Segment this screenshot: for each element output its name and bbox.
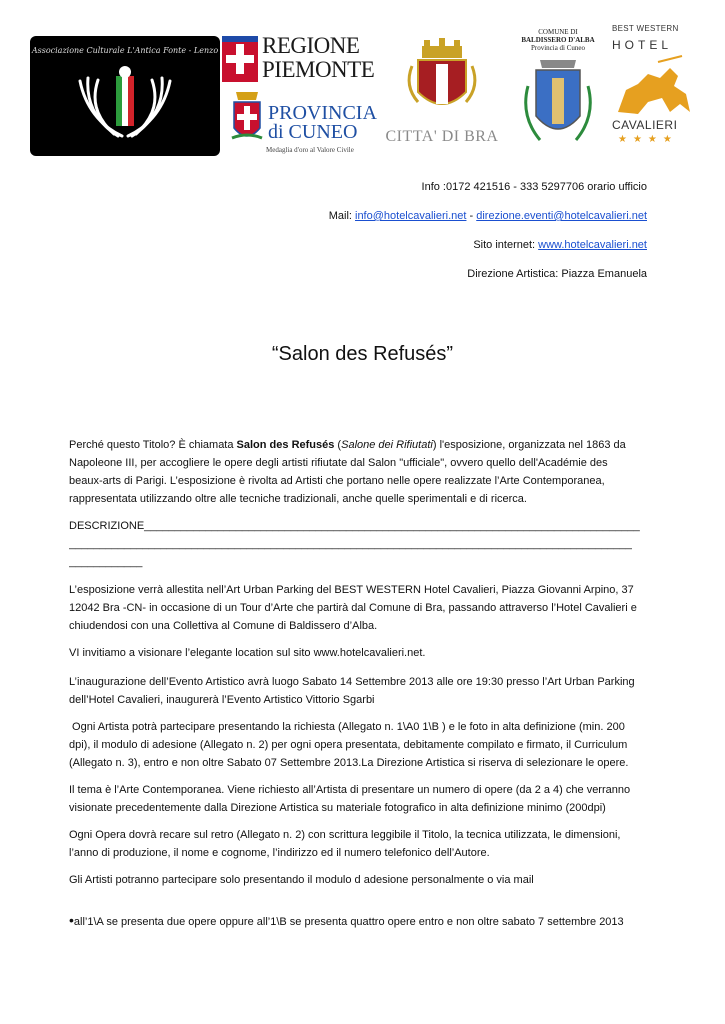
intro-text: Perché questo Titolo? È chiamata	[69, 439, 237, 451]
inaugurazione-line-2: dell’Hotel Cavalieri, inaugurerà l’Evento Artistico Vittorio Sgarbi	[69, 694, 375, 706]
paragraph-location	[69, 581, 649, 635]
regione-shield-icon	[222, 36, 258, 82]
paragraph-inaugurazione	[69, 673, 649, 709]
knight-horse-icon	[608, 54, 700, 120]
contact-mail	[329, 210, 647, 222]
intro-paren-open: (	[334, 439, 342, 451]
hotel-logo-brand: BEST WESTERN	[612, 24, 679, 33]
intro-text-cont: ) l'esposizione, organizzata nel 1863 da	[432, 439, 626, 451]
site-label: Sito internet:	[473, 239, 539, 251]
location-line-3: chiudendosi con una Collettiva al Comune di Baldissero d’Alba.	[69, 620, 378, 632]
mail-link-info[interactable]: info@hotelcavalieri.net	[355, 210, 467, 222]
intro-italic-title: Salone dei Rifiutati	[341, 439, 433, 451]
provincia-logo-text	[268, 104, 377, 142]
provincia-logo-line2: di CUNEO	[268, 121, 358, 143]
citta-di-bra-logo	[378, 36, 506, 146]
descrizione-line-2: ____________________________________________________________________________________________	[69, 538, 632, 550]
partecipazione-line-3: (Allegato n. 3), entro e non oltre Sabato 07 Settembre 2013.La Direzione Artistica si riserva di selezionare le opere.	[69, 757, 629, 769]
descrizione-field	[69, 517, 649, 571]
intro-line-2: Napoleone III, per accogliere le opere degli artisti rifiutate dal Salon "ufficiale", ovvero quello dell'Académie des	[69, 457, 608, 469]
partecipazione-line-2: dpi), il modulo di adesione (Allegato n. 2) per ogni opera presentata, debitamente compilato e firmato, il Curriculum	[69, 739, 628, 751]
bra-logo-text: CITTA' DI BRA	[385, 128, 499, 145]
paragraph-allegato	[69, 911, 649, 931]
contact-direzione: Direzione Artistica: Piazza Emanuela	[467, 268, 647, 280]
intro-paragraph	[69, 436, 649, 508]
hotel-logo-hotel: HOTEL	[612, 38, 673, 52]
regione-logo-line2: PIEMONTE	[262, 57, 375, 82]
descrizione-line-3: ____________	[69, 556, 143, 568]
intro-line-1	[69, 436, 649, 454]
baldissero-shield-icon	[510, 56, 606, 156]
provincia-logo-line1: PROVINCIA	[268, 102, 377, 124]
paragraph-modulo	[69, 871, 649, 889]
associazione-logo-text: Associazione Culturale L'Antica Fonte - Lenzo	[31, 46, 219, 55]
regione-piemonte-logo	[222, 33, 375, 86]
baldissero-logo-line2: BALDISSERO D'ALBA	[521, 36, 595, 44]
paragraph-partecipazione	[69, 718, 649, 772]
partecipazione-line-1: Ogni Artista potrà partecipare presentando la richiesta (Allegato n. 1\A0 1\B ) e le foto in alta definizione (min. 200	[69, 721, 625, 733]
logo-strip	[30, 14, 700, 164]
allegato-line	[69, 911, 649, 931]
modulo-line: Gli Artisti potranno partecipare solo presentando il modulo d adesione personalmente o via mail	[69, 874, 534, 886]
mail-label: Mail:	[328, 210, 355, 222]
comune-baldissero-logo	[510, 28, 606, 154]
paragraph-tema	[69, 781, 649, 817]
regione-logo-line1: REGIONE	[262, 33, 360, 58]
location-line-2: 12042 Bra -CN- in occasione di un Tour d’Arte che partirà dal Comune di Bra, passando attraverso l’Hotel Cavalieri e	[69, 602, 637, 614]
bullet-icon: •	[69, 912, 74, 928]
retro-line-1: Ogni Opera dovrà recare sul retro (Allegato n. 2) con scrittura leggibile il Titolo, la tecnica utilizzata, le dimensioni,	[69, 829, 621, 841]
best-western-hotel-cavalieri-logo	[608, 14, 700, 164]
retro-line-2: l’anno di produzione, il nome e cognome, l’indirizzo ed il numero telefonico dell’Autore.	[69, 847, 490, 859]
tema-line-1: Il tema è l’Arte Contemporanea. Viene richiesto all’Artista di presentare un numero di opere (da 2 a 4) che verranno	[69, 784, 631, 796]
descrizione-line-1: DESCRIZIONE_________________________________________________________________________________	[69, 520, 640, 532]
provincia-logo-motto: Medaglia d'oro al Valore Civile	[266, 146, 354, 154]
baldissero-logo-line3: Provincia di Cuneo	[530, 44, 586, 52]
mail-separator: -	[466, 210, 477, 222]
bra-coat-of-arms-icon	[378, 36, 506, 126]
location-line-1: L’esposizione verrà allestita nell’Art Urban Parking del BEST WESTERN Hotel Cavalieri, Piazza Giovanni Arpino, 37	[69, 584, 634, 596]
invito-line: VI invitiamo a visionare l’elegante location sul sito www.hotelcavalieri.net.	[69, 647, 426, 659]
hotel-stars-icon: ★★★★	[618, 134, 678, 145]
associazione-logo	[30, 36, 220, 156]
regione-logo-text	[262, 34, 374, 82]
inaugurazione-line-1: L’inaugurazione dell’Evento Artistico avrà luogo Sabato 14 Settembre 2013 alle ore 19:30 presso l’Art Urban Parking	[69, 676, 635, 688]
baldissero-logo-line1: COMUNE DI	[538, 28, 578, 36]
page-title: “Salon des Refusés”	[271, 343, 454, 365]
allegato-text: all’1\A se presenta due opere oppure all’1\B se presenta quattro opere entro e non oltre sabato 7 settembre 2013	[73, 916, 624, 928]
tema-line-2: visionate precedentemente dalla Direzione Artistica su materiale fotografico in alta definizione minimo (200dpi)	[69, 802, 606, 814]
intro-line-4: rappresentata utilizzando oltre alle tecniche tradizionali, anche quelle sperimentali e di ricerca.	[69, 493, 527, 505]
mail-link-direzione[interactable]: direzione.eventi@hotelcavalieri.net	[476, 210, 647, 222]
provincia-shield-icon	[230, 88, 264, 146]
baldissero-logo-text	[510, 28, 606, 52]
intro-line-3: beaux-arts di Parigi. L’esposizione è rivolta ad Artisti che portano nelle opere realizzate l’Arte Contemporanea,	[69, 475, 605, 487]
phoenix-icon	[30, 36, 220, 156]
site-link[interactable]: www.hotelcavalieri.net	[538, 239, 647, 251]
paragraph-invito	[69, 644, 649, 662]
paragraph-retro	[69, 826, 649, 862]
hotel-logo-name: CAVALIERI	[612, 118, 678, 132]
contact-phone: Info :0172 421516 - 333 5297706 orario ufficio	[421, 181, 647, 193]
intro-bold-title: Salon des Refusés	[236, 439, 335, 451]
provincia-cuneo-logo	[226, 88, 377, 154]
contact-site	[473, 239, 647, 251]
